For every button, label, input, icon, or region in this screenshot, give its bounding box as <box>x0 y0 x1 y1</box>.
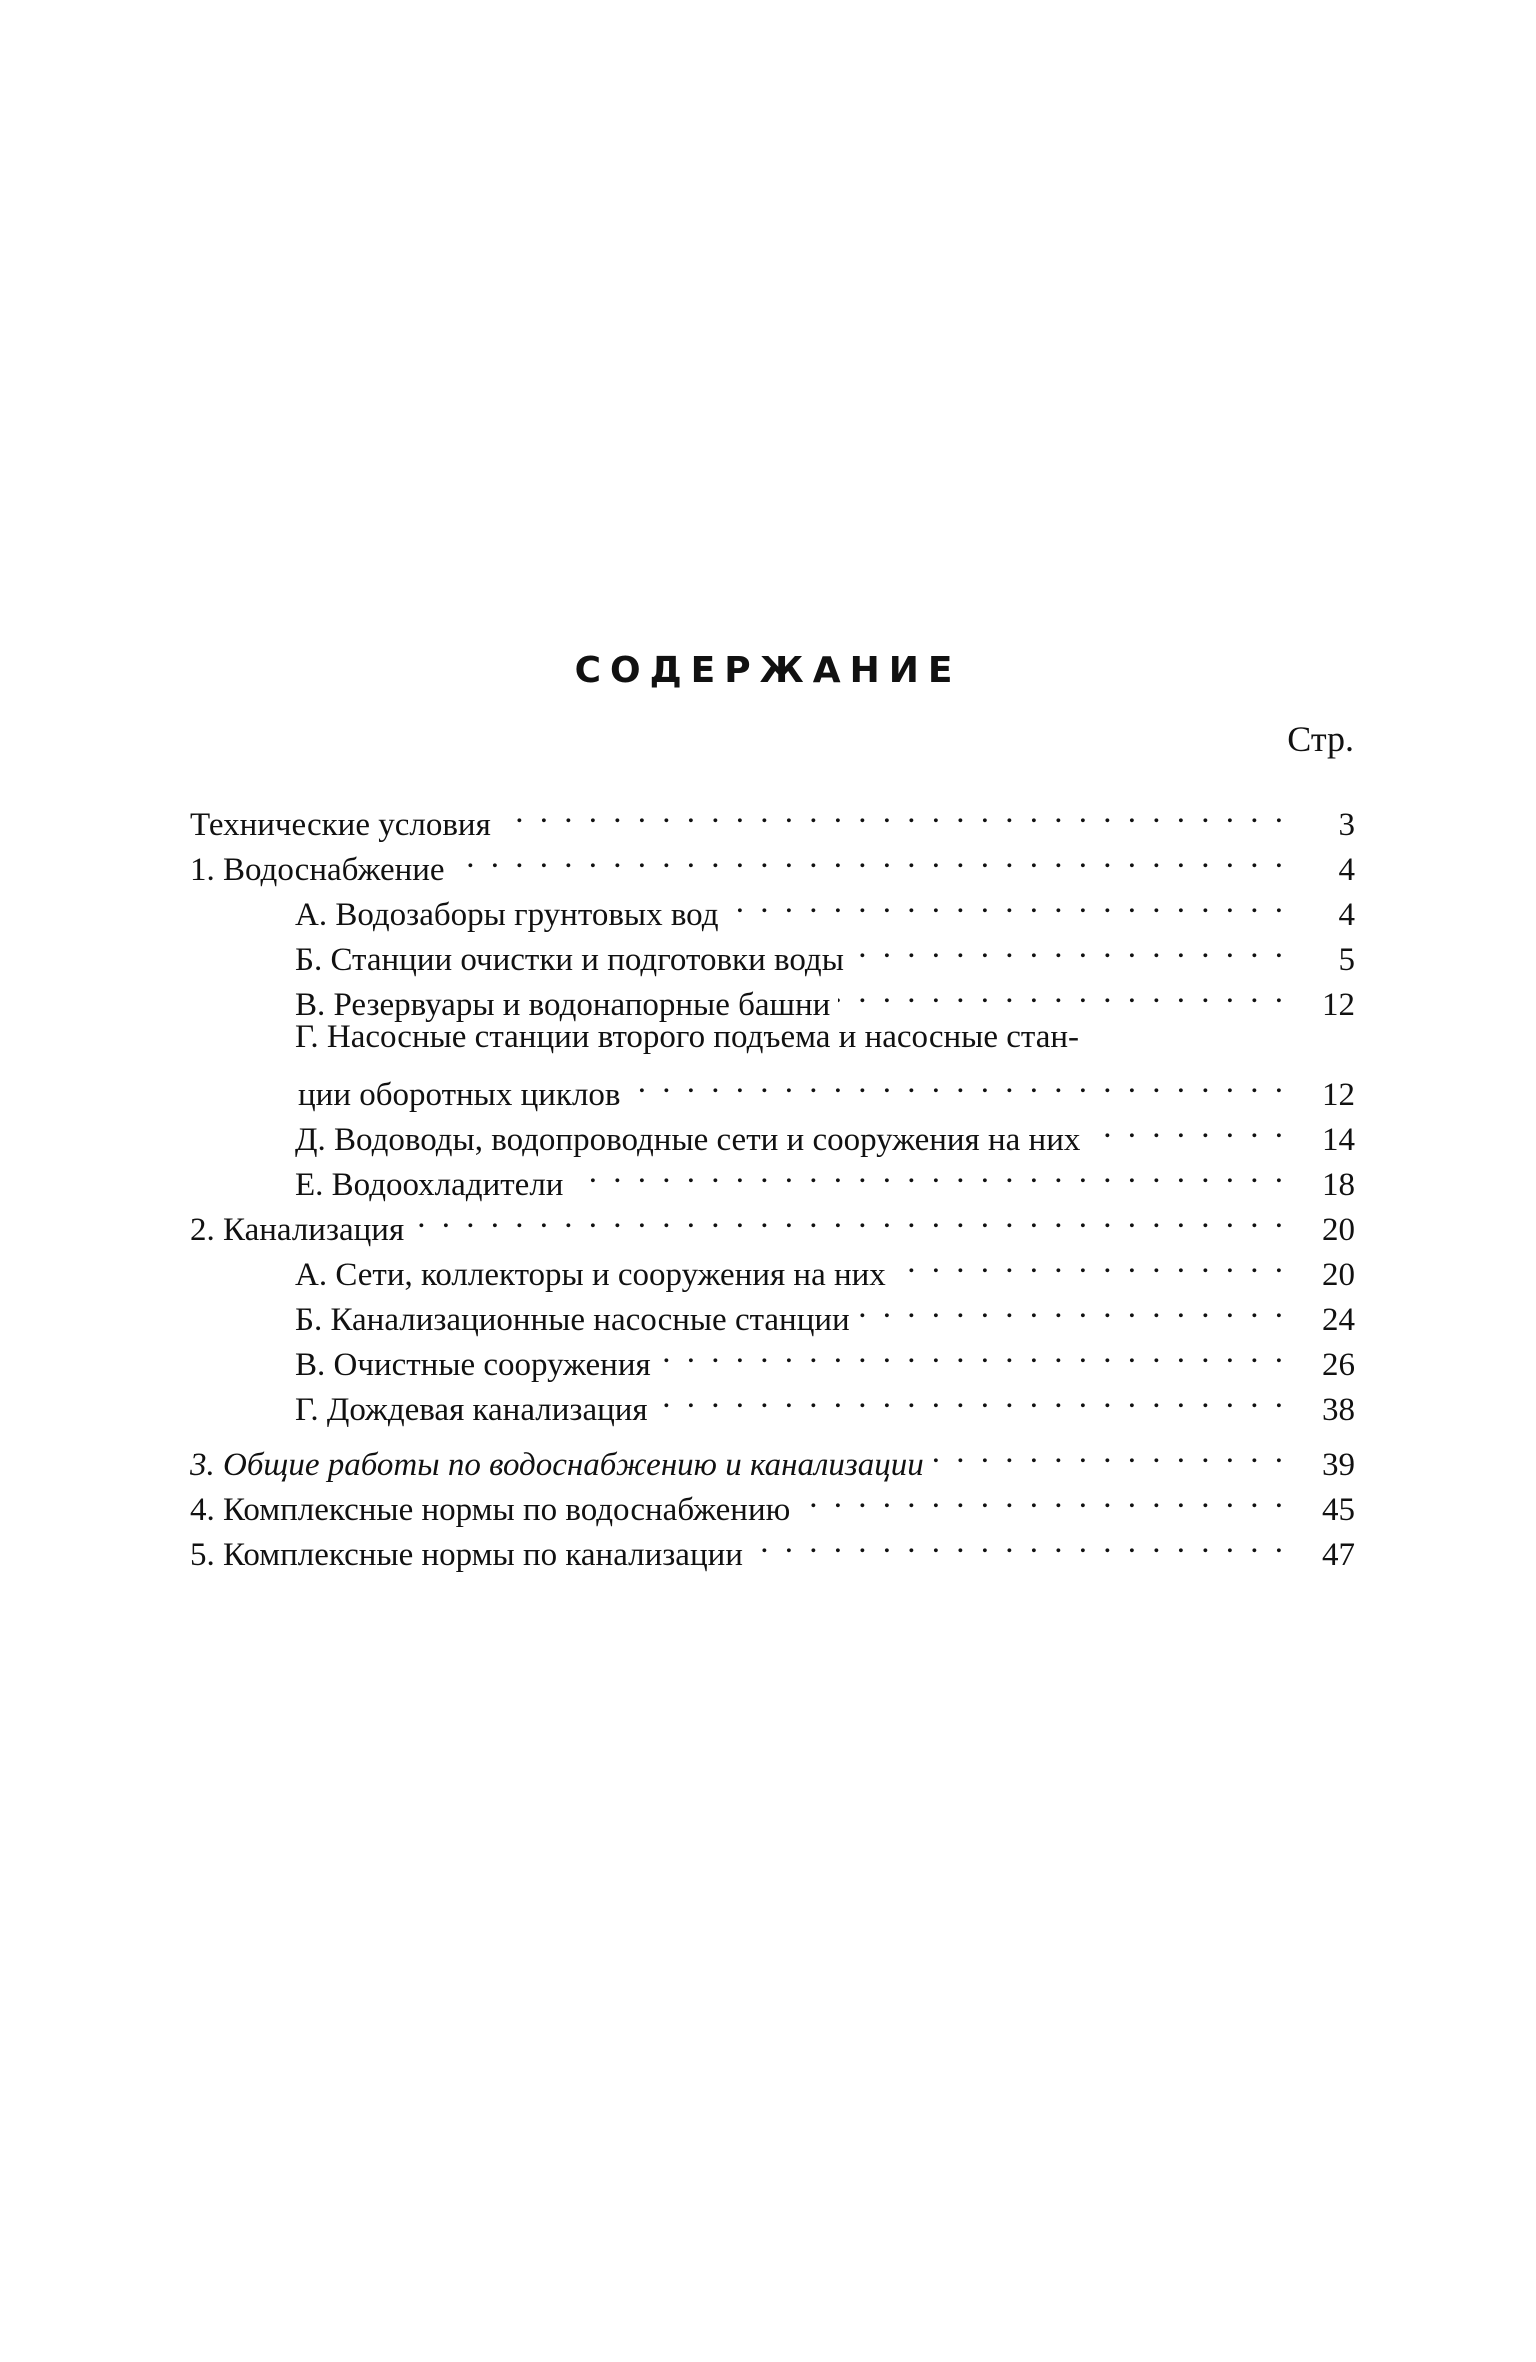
toc-entry-label: 5. Комплексные нормы по канализации <box>190 1537 743 1573</box>
leader-dots <box>412 1195 1287 1240</box>
leader-dots <box>858 1285 1287 1330</box>
toc-entry-label: 2. Канализация <box>190 1212 405 1248</box>
toc-entry-label: Б. Станции очистки и подготовки воды <box>295 942 844 978</box>
toc-entry-label: Технические условия <box>190 807 491 843</box>
toc-entry-general-works[interactable] <box>190 1430 1355 1483</box>
toc-entry-label: В. Резервуары и водонапорные башни <box>295 987 831 1023</box>
toc-entry-page: 14 <box>1322 1122 1355 1158</box>
toc-entry-page: 20 <box>1322 1212 1355 1248</box>
toc-entry-page: 38 <box>1322 1392 1355 1428</box>
toc-entry-label: Г. Дождевая канализация <box>295 1392 648 1428</box>
toc-entry-page: 18 <box>1322 1167 1355 1203</box>
toc-entry-pumping-stations-line1[interactable] <box>190 1015 1355 1060</box>
leader-dots <box>629 1060 1288 1105</box>
leader-dots <box>894 1240 1287 1285</box>
toc-entry-technical-conditions[interactable] <box>190 790 1355 843</box>
leader-dots <box>499 790 1287 835</box>
leader-dots <box>1088 1105 1287 1150</box>
toc-entry-label: А. Водозаборы грунтовых вод <box>295 897 719 933</box>
leader-dots <box>798 1475 1287 1520</box>
toc-entry-label: 1. Водоснабжение <box>190 852 445 888</box>
toc-entry-label: Г. Насосные станции второго подъема и насосные стан- <box>295 1019 1079 1055</box>
toc-entry-page: 4 <box>1338 852 1355 888</box>
toc-entry-label: В. Очистные сооружения <box>295 1347 651 1383</box>
toc-entry-label: ции оборотных циклов <box>298 1077 621 1113</box>
toc-entry-page: 4 <box>1338 897 1355 933</box>
table-of-contents <box>190 790 1355 1573</box>
page-column-label: Стр. <box>1287 719 1354 759</box>
toc-entry-page: 12 <box>1322 1077 1355 1113</box>
leader-dots <box>932 1430 1287 1475</box>
toc-entry-label: Б. Канализационные насосные станции <box>295 1302 850 1338</box>
toc-entry-page: 47 <box>1322 1537 1355 1573</box>
leader-dots <box>727 880 1287 925</box>
toc-entry-label: Д. Водоводы, водопроводные сети и сооружения на них <box>295 1122 1081 1158</box>
toc-entry-page: 3 <box>1338 807 1355 843</box>
toc-entry-label: Е. Водоохладители <box>295 1167 564 1203</box>
toc-entry-page: 12 <box>1322 987 1355 1023</box>
leader-dots <box>659 1330 1287 1375</box>
toc-entry-page: 24 <box>1322 1302 1355 1338</box>
leader-dots <box>571 1150 1287 1195</box>
toc-entry-pumping-stations-line2[interactable] <box>190 1060 1355 1113</box>
page-title: СОДЕРЖАНИЕ <box>574 650 962 691</box>
toc-entry-label: А. Сети, коллекторы и сооружения на них <box>295 1257 886 1293</box>
toc-entry-page: 20 <box>1322 1257 1355 1293</box>
toc-entry-page: 5 <box>1338 942 1355 978</box>
leader-dots <box>852 925 1287 970</box>
leader-dots <box>453 835 1287 880</box>
leader-dots <box>751 1520 1287 1565</box>
toc-entry-page: 26 <box>1322 1347 1355 1383</box>
toc-entry-label: 3. Общие работы по водоснабжению и канализации <box>190 1447 924 1483</box>
toc-entry-page: 39 <box>1322 1447 1355 1483</box>
leader-dots <box>838 970 1287 1015</box>
toc-entry-label: 4. Комплексные нормы по водоснабжению <box>190 1492 791 1528</box>
toc-entry-page: 45 <box>1322 1492 1355 1528</box>
leader-dots <box>656 1375 1287 1420</box>
